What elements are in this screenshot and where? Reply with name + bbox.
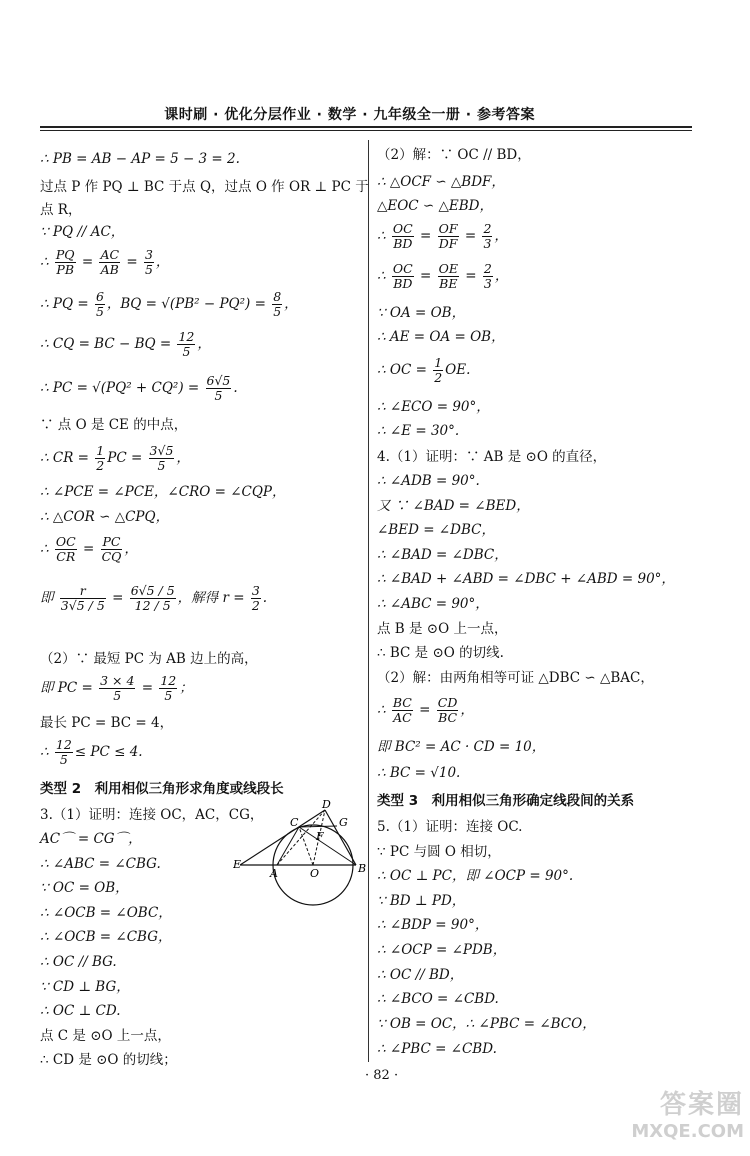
fraction: $\frac{OC}{BD}$ xyxy=(392,221,413,251)
text-line: ∴ ∠PBC = ∠CBD. xyxy=(377,1041,497,1057)
text-line: 4.（1）证明：∵ AB 是 ⊙O 的直径， xyxy=(377,449,607,465)
text-line: ∠BED = ∠DBC， xyxy=(377,522,495,538)
equation-line: ∴ PQ = $\frac{6}{5}$ ，BQ = √(PB² − PQ²) = $\frac{8}{5}$ ， xyxy=(40,289,298,319)
text-line: ∴ ∠BDP = 90°， xyxy=(377,917,489,933)
equation-line: ∴ PC = √(PQ² + CQ²) = $\frac{6√5}{5}$ . xyxy=(40,373,238,403)
fraction: $\frac{BC}{AC}$ xyxy=(392,695,412,725)
text-line: ∴ ∠ABC = 90°， xyxy=(377,596,489,612)
text-line: ∵ PQ // AC， xyxy=(40,224,125,240)
figure-line xyxy=(299,827,356,865)
figure-line xyxy=(299,827,313,865)
text-line: ∵ BD ⊥ PD， xyxy=(377,893,466,909)
text-line: ∴ ∠OCB = ∠CBG， xyxy=(40,929,172,945)
fraction: $\frac{PC}{CQ}$ xyxy=(101,534,122,564)
fraction: $\frac{OC}{BD}$ xyxy=(392,261,413,291)
text-line: 3.（1）证明：连接 OC，AC，CG， xyxy=(40,807,264,823)
fraction: $\frac{2}{3}$ xyxy=(483,221,492,251)
fraction: $\frac{CD}{BC}$ xyxy=(437,695,458,725)
text-line: 即 BC² = AC · CD = 10， xyxy=(377,739,546,755)
equation-line: ∴ $\frac{OC}{BD}$ = $\frac{OF}{DF}$ = $\frac{2}{3}$ ， xyxy=(377,221,508,251)
text-line: ∴ ∠OCB = ∠OBC， xyxy=(40,905,172,921)
column-divider xyxy=(368,140,369,1062)
equation-line: ∴ OC = $\frac{1}{2}$ OE. xyxy=(377,355,471,385)
equation-line: ∴ CR = $\frac{1}{2}$ PC = $\frac{3√5}{5}$ ， xyxy=(40,443,190,473)
text-line: 又 ∵ ∠BAD = ∠BED， xyxy=(377,498,530,514)
fraction: $\frac{6√5 / 5}{12 / 5}$ xyxy=(130,583,175,613)
fraction: $\frac{6√5}{5}$ xyxy=(206,373,231,403)
header-title: 课时刷 · 优化分层作业 · 数学 · 九年级全一册 · 参考答案 xyxy=(164,107,535,123)
text-line: ∴ △OCF ∽ △BDF， xyxy=(377,174,505,190)
fraction: $\frac{3√5}{5}$ xyxy=(149,443,174,473)
fraction: $\frac{12}{5}$ xyxy=(55,737,72,767)
text-line: ∴ ∠ADB = 90°. xyxy=(377,473,480,489)
fraction: $\frac{3 \times 4}{5}$ xyxy=(100,673,135,703)
text-line: 点 B 是 ⊙O 上一点， xyxy=(377,621,508,637)
text-line: （2）∵ 最短 PC 为 AB 边上的高， xyxy=(40,651,258,667)
figure-line xyxy=(240,810,325,865)
text-line: ∵ 点 O 是 CE 的中点， xyxy=(40,417,188,433)
text-line: △EOC ∽ △EBD， xyxy=(377,198,494,214)
fraction: $\frac{8}{5}$ xyxy=(273,289,282,319)
text-line: ∵ CD ⊥ BG， xyxy=(40,979,130,995)
section-heading: 类型 3 利用相似三角形确定线段间的关系 xyxy=(377,793,635,809)
text-line: ∵ PC 与圆 O 相切， xyxy=(377,844,501,860)
fraction: $\frac{6}{5}$ xyxy=(95,289,104,319)
text-line: ∵ OA = OB， xyxy=(377,305,466,321)
header-rule xyxy=(40,126,692,128)
text-line: （2）解：由两角相等可证 △DBC ∽ △BAC， xyxy=(377,670,654,686)
figure-label: B xyxy=(358,862,367,875)
fraction: $\frac{PQ}{PB}$ xyxy=(55,247,75,277)
figure-label: O xyxy=(310,867,320,880)
fraction: $\frac{1}{2}$ xyxy=(96,443,105,473)
equation-line: ∴ CQ = BC − BQ = $\frac{12}{5}$ ， xyxy=(40,329,211,359)
text-line: ∴ AE = OA = OB， xyxy=(377,329,505,345)
fraction: $\frac{3}{2}$ xyxy=(251,583,260,613)
equation-line: ∴ $\frac{OC}{BD}$ = $\frac{OE}{BE}$ = $\frac{2}{3}$ ， xyxy=(377,261,509,291)
text-line: ∴ OC ⊥ PC，即 ∠OCP = 90°. xyxy=(377,868,574,884)
text-line: 最长 PC = BC = 4， xyxy=(40,715,174,731)
figure-label: A xyxy=(270,867,278,880)
figure-label: D xyxy=(322,800,331,811)
text-line: ∴ PB = AB − AP = 5 − 3 = 2. xyxy=(40,151,240,167)
text-line: ∴ ∠BAD = ∠DBC， xyxy=(377,547,508,563)
text-line: ∴ ∠OCP = ∠PDB， xyxy=(377,942,507,958)
fraction: $\frac{3}{5}$ xyxy=(144,247,153,277)
figure-label: F xyxy=(316,830,324,843)
text-line: （2）解：∵ OC // BD， xyxy=(377,147,531,163)
text-line: 点 R， xyxy=(40,202,82,218)
equation-line: ∴ $\frac{BC}{AC}$ = $\frac{CD}{BC}$ ， xyxy=(377,695,474,725)
text-line: ∴ OC // BD， xyxy=(377,967,464,983)
fraction: $\frac{1}{2}$ xyxy=(434,355,443,385)
figure-label: E xyxy=(233,858,242,871)
fraction: $\frac{12}{5}$ xyxy=(178,329,195,359)
text-line: ∵ OC = OB， xyxy=(40,880,129,896)
text-line: AC⌒ = CG⌒， xyxy=(40,831,142,847)
text-line: ∴ OC // BG. xyxy=(40,954,117,970)
text-line: ∴ BC = √10. xyxy=(377,765,461,781)
equation-line: 即 PC = $\frac{3 \times 4}{5}$ = $\frac{12}{5}$ ； xyxy=(40,673,193,703)
text-line: ∴ ∠BCO = ∠CBD. xyxy=(377,991,499,1007)
fraction: $\frac{OE}{BE}$ xyxy=(438,261,458,291)
geometry-figure xyxy=(233,800,373,910)
figure-label: G xyxy=(339,816,348,829)
equation-line: 即 $\frac{r}{3√5 / 5}$ = $\frac{6√5 / 5}{12 / 5}$ ，解得 r = $\frac{3}{2}$ . xyxy=(40,583,268,613)
watermark xyxy=(604,1084,744,1150)
text-line: ∴ BC 是 ⊙O 的切线. xyxy=(377,645,504,661)
text-line: 5.（1）证明：连接 OC. xyxy=(377,819,523,835)
page-number: · 82 · xyxy=(365,1068,399,1083)
section-heading: 类型 2 利用相似三角形求角度或线段长 xyxy=(40,781,284,797)
text-line: ∴ ∠ECO = 90°， xyxy=(377,399,490,415)
text-line: ∴ OC ⊥ CD. xyxy=(40,1003,121,1019)
text-line: 过点 P 作 PQ ⊥ BC 于点 Q，过点 O 作 OR ⊥ PC 于 xyxy=(40,179,369,195)
fraction: $\frac{12}{5}$ xyxy=(160,673,177,703)
fraction: $\frac{AC}{AB}$ xyxy=(100,247,120,277)
figure-label: C xyxy=(290,816,299,829)
text-line: ∴ ∠BAD + ∠ABD = ∠DBC + ∠ABD = 90°， xyxy=(377,571,675,587)
fraction: $\frac{r}{3√5 / 5}$ xyxy=(60,583,105,613)
fraction: $\frac{OF}{DF}$ xyxy=(438,221,458,251)
text-line: ∵ OB = OC，∴ ∠PBC = ∠BCO， xyxy=(377,1016,596,1032)
header-rule-thin xyxy=(40,130,692,131)
equation-line: ∴ $\frac{PQ}{PB}$ = $\frac{AC}{AB}$ = $\frac{3}{5}$ ， xyxy=(40,247,170,277)
text-line: ∴ CD 是 ⊙O 的切线； xyxy=(40,1052,177,1068)
text-line: 点 C 是 ⊙O 上一点， xyxy=(40,1028,171,1044)
figure-line xyxy=(277,827,299,865)
text-line: ∴ ∠PCE = ∠PCE，∠CRO = ∠CQP， xyxy=(40,484,286,500)
watermark-site: MXQE.COM xyxy=(631,1121,744,1142)
text-line: ∴ ∠ABC = ∠CBG. xyxy=(40,856,161,872)
text-line: ∴ △COR ∽ △CPQ， xyxy=(40,509,170,525)
watermark-logo: 答案圈 xyxy=(659,1090,744,1120)
fraction: $\frac{2}{3}$ xyxy=(483,261,492,291)
equation-line: ∴ $\frac{12}{5}$ ≤ PC ≤ 4. xyxy=(40,737,143,767)
equation-line: ∴ $\frac{OC}{CR}$ = $\frac{PC}{CQ}$ ， xyxy=(40,534,138,564)
fraction: $\frac{OC}{CR}$ xyxy=(55,534,76,564)
text-line: ∴ ∠E = 30°. xyxy=(377,423,460,439)
